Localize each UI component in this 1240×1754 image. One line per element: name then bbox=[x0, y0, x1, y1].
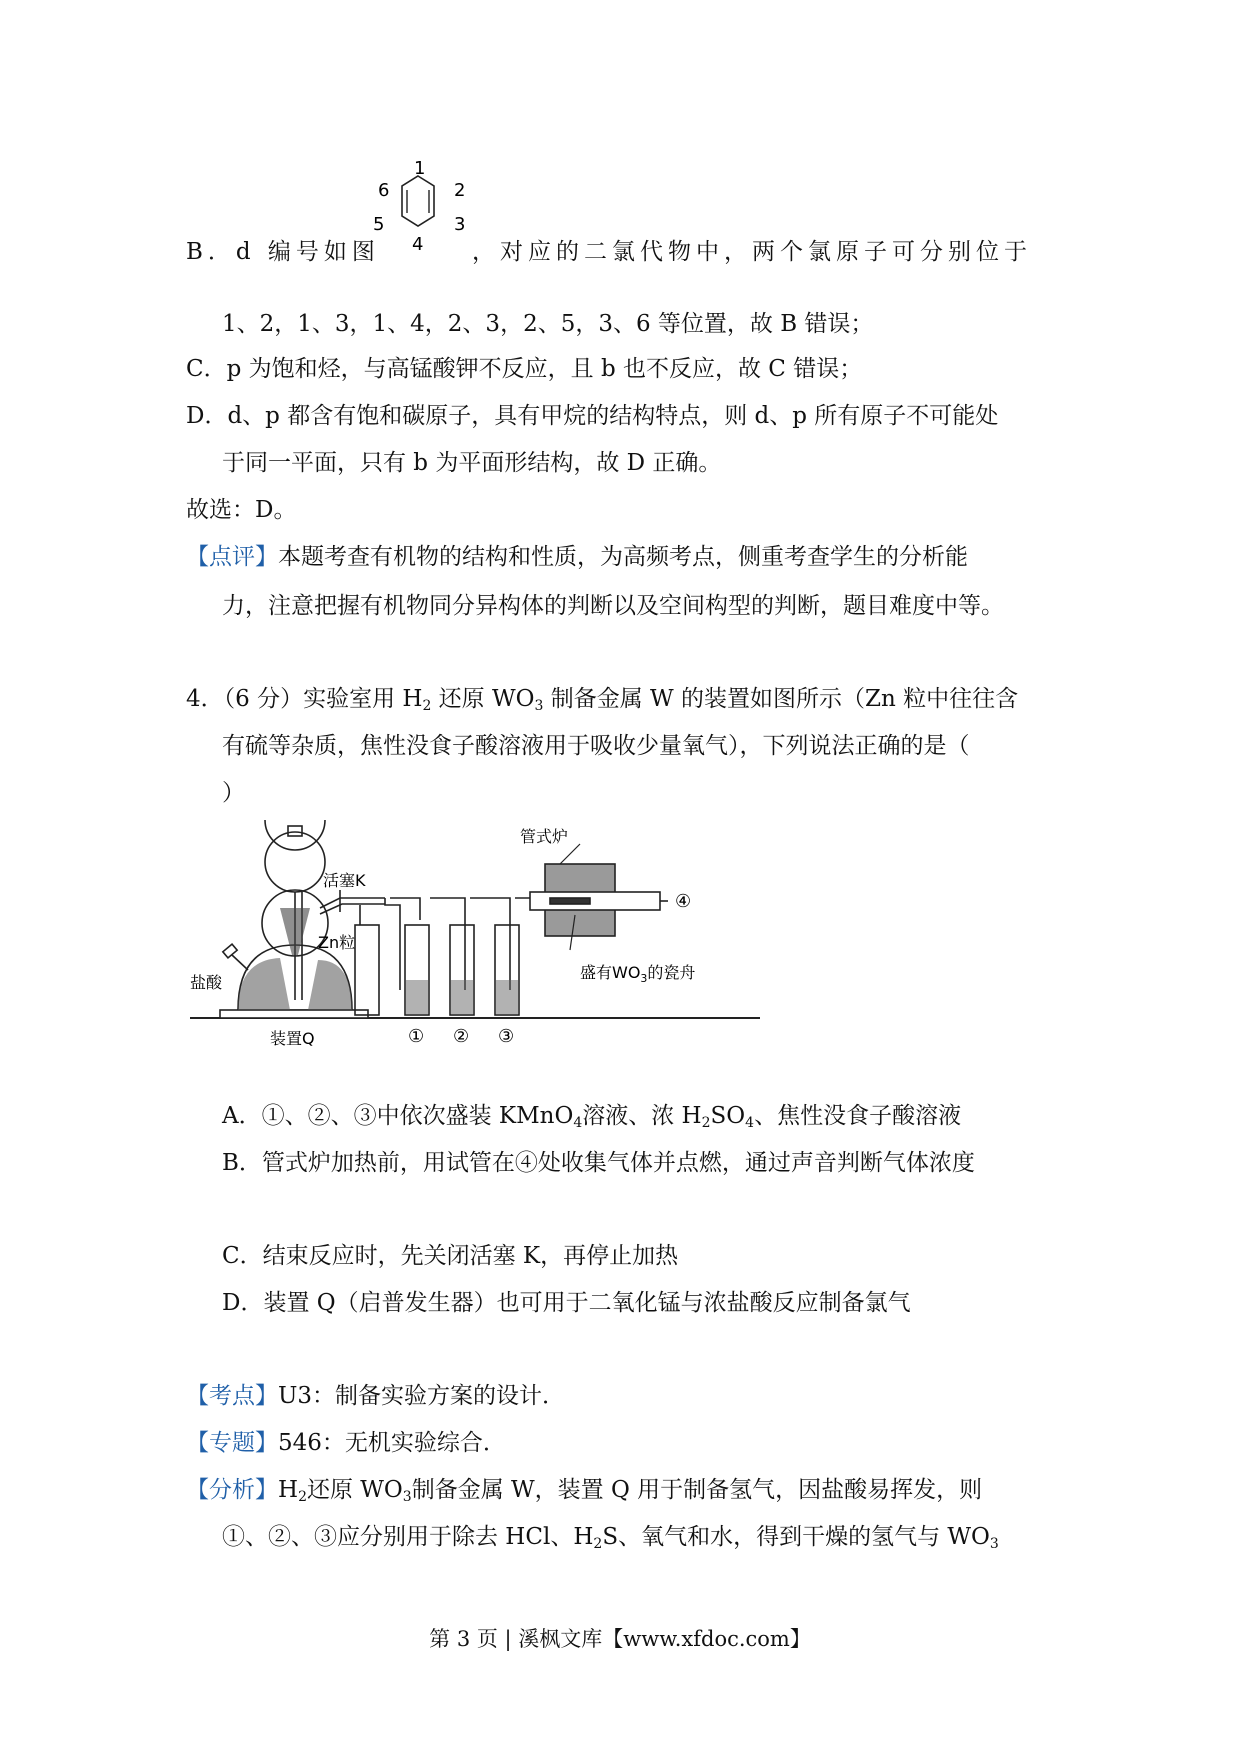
label-boat: 盛有$WO_3$的瓷舟 bbox=[580, 963, 696, 985]
label-hcl: 盐酸 bbox=[190, 973, 223, 992]
benzene-label-6: 6 bbox=[378, 180, 390, 201]
answer-line: 故选：D。 bbox=[186, 497, 297, 523]
option-d-analysis-line1: D．d、p 都含有饱和碳原子，具有甲烷的结构特点，则 d、p 所有原子不可能处 bbox=[186, 403, 999, 429]
q-text-e: 制备金属 W 的装置如图所示（Zn 粒中往往含 bbox=[543, 686, 1019, 712]
fenxi-line2: ①、②、③应分别用于除去 HCl、$H_2S$、氧气和水，得到干燥的氢气与 $WO_3$ bbox=[222, 1524, 999, 1552]
label-valve: 活塞K bbox=[323, 871, 366, 890]
fenxi-line1: 【分析】$H_2$还原 $WO_3$制备金属 W，装置 Q 用于制备氢气，因盐酸易挥发，则 bbox=[186, 1477, 983, 1505]
benzene-ring-diagram bbox=[368, 158, 478, 258]
option-d-analysis-line2: 于同一平面，只有 b 为平面形结构，故 D 正确。 bbox=[222, 450, 722, 476]
option-c: C．结束反应时，先关闭活塞 K，再停止加热 bbox=[222, 1243, 679, 1269]
q-sub-h2: 2 bbox=[422, 698, 432, 714]
label-device: 装置Q bbox=[270, 1029, 315, 1048]
comment-text1: 本题考查有机物的结构和性质，为高频考点，侧重考查学生的分析能 bbox=[278, 544, 968, 570]
benzene-label-2: 2 bbox=[454, 180, 466, 201]
page-footer: 第 3 页 | 溪枫文库【www.xfdoc.com】 bbox=[429, 1627, 811, 1651]
tube-label-2: ② bbox=[453, 1026, 470, 1047]
option-c-analysis: C．p 为饱和烃，与高锰酸钾不反应，且 b 也不反应，故 C 错误； bbox=[186, 356, 863, 382]
tube-label-3: ③ bbox=[498, 1026, 515, 1047]
question-line3: ） bbox=[222, 780, 245, 806]
option-b-analysis-suffix: ，对应的二氯代物中，两个氯原子可分别位于 bbox=[472, 239, 1032, 265]
comment-line2: 力，注意把握有机物同分异构体的判断以及空间构型的判断，题目难度中等。 bbox=[222, 593, 1004, 619]
benzene-label-3: 3 bbox=[454, 214, 466, 235]
apparatus-figure bbox=[190, 820, 770, 1050]
question-line1 bbox=[186, 683, 1018, 715]
option-b-positions: 1、2，1、3，1、4，2、3，2、5，3、6 等位置，故 B 错误； bbox=[222, 311, 874, 337]
kaodian-line: 【考点】U3：制备实验方案的设计． bbox=[186, 1383, 566, 1409]
label-zn: Zn粒 bbox=[318, 933, 356, 952]
q-text-c: 还原 WO bbox=[431, 686, 535, 712]
tube-label-1: ① bbox=[408, 1026, 425, 1047]
tube-furnace bbox=[530, 864, 668, 936]
option-b: B．管式炉加热前，用试管在④处收集气体并点燃，通过声音判断气体浓度 bbox=[222, 1150, 975, 1176]
option-a: A．①、②、③中依次盛装 KMnO$_4$溶液、浓 $H_2SO_4$、焦性没食子酸溶液 bbox=[222, 1103, 962, 1131]
question-line2: 有硫等杂质，焦性没食子酸溶液用于吸收少量氧气），下列说法正确的是（ bbox=[222, 733, 970, 759]
comment-line1 bbox=[186, 541, 968, 573]
label-furnace: 管式炉 bbox=[520, 827, 569, 846]
option-b-analysis-prefix: B．d 编号如图 bbox=[186, 239, 380, 265]
label-outlet: ④ bbox=[675, 891, 692, 912]
q-sub-wo3: 3 bbox=[534, 698, 544, 714]
option-d: D．装置 Q（启普发生器）也可用于二氧化锰与浓盐酸反应制备氯气 bbox=[222, 1290, 911, 1316]
benzene-label-1: 1 bbox=[414, 158, 426, 179]
benzene-label-5: 5 bbox=[373, 214, 385, 235]
comment-tag: 【点评】 bbox=[186, 544, 278, 570]
q-text-a: 4．（6 分）实验室用 H bbox=[186, 686, 423, 712]
benzene-label-4: 4 bbox=[412, 234, 424, 255]
zhuanti-line: 【专题】546：无机实验综合． bbox=[186, 1430, 506, 1456]
